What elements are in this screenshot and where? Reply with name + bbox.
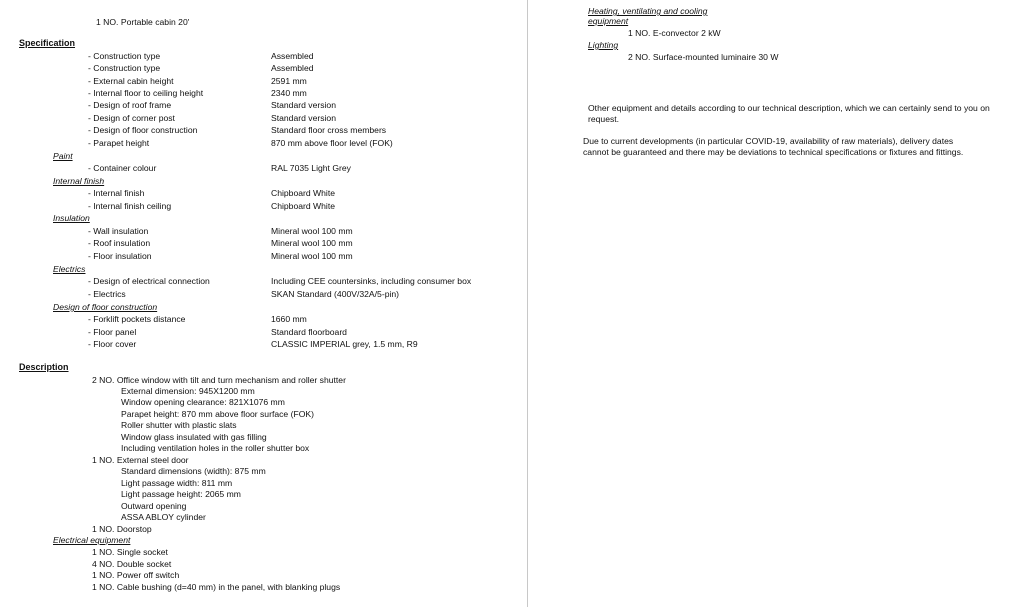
covid-notice-paragraph: Due to current developments (in particular COVID-19, availability of raw materials), delivery dates cannot be guaranteed and there may be deviations to technical specifications or fixtures and fittings.: [583, 136, 964, 157]
spec-label: - Floor insulation: [88, 251, 152, 261]
spec-value: Assembled: [271, 51, 314, 61]
spec-label: - Construction type: [88, 63, 161, 73]
spec-value: 2591 mm: [271, 76, 307, 86]
description-line: Window opening clearance: 821X1076 mm: [121, 397, 285, 407]
spec-value: Chipboard White: [271, 201, 336, 211]
description-heading: Description: [19, 362, 69, 372]
spec-label: - Construction type: [88, 51, 161, 61]
spec-label: - Floor panel: [88, 327, 137, 337]
spec-label: - Design of corner post: [88, 113, 175, 123]
electrical-equipment-heading: Electrical equipment: [53, 535, 131, 545]
equipment-line: 1 NO. Single socket: [92, 547, 168, 557]
portable-cabin-line: 1 NO. Portable cabin 20': [96, 17, 190, 27]
description-line: Parapet height: 870 mm above floor surface (FOK): [121, 409, 314, 419]
spec-value: Standard version: [271, 113, 336, 123]
spec-value: 1660 mm: [271, 314, 307, 324]
spec-value: Assembled: [271, 63, 314, 73]
spec-value: Standard floorboard: [271, 327, 347, 337]
description-line: External dimension: 945X1200 mm: [121, 386, 255, 396]
lighting-item: 2 NO. Surface-mounted luminaire 30 W: [628, 52, 779, 62]
spec-value: 2340 mm: [271, 88, 307, 98]
spec-label: - Floor cover: [88, 339, 137, 349]
spec-value: Mineral wool 100 mm: [271, 238, 353, 248]
hvac-heading: Heating, ventilating and cooling: [588, 6, 708, 16]
lighting-heading: Lighting: [588, 40, 619, 50]
page-divider: [527, 0, 528, 607]
spec-value: RAL 7035 Light Grey: [271, 163, 351, 173]
spec-value: Mineral wool 100 mm: [271, 251, 353, 261]
spec-label: - Roof insulation: [88, 238, 151, 248]
spec-label: - Design of electrical connection: [88, 276, 210, 286]
spec-label: - Internal finish ceiling: [88, 201, 172, 211]
description-line: Window glass insulated with gas filling: [121, 432, 267, 442]
hvac-heading-continued: equipment: [588, 16, 629, 26]
spec-value: Standard floor cross members: [271, 125, 387, 135]
equipment-line: 1 NO. Cable bushing (d=40 mm) in the panel, with blanking plugs: [92, 582, 341, 592]
description-line: Standard dimensions (width): 875 mm: [121, 466, 266, 476]
spec-label: - Wall insulation: [88, 226, 149, 236]
insulation-heading: Insulation: [53, 213, 90, 223]
spec-value: CLASSIC IMPERIAL grey, 1.5 mm, R9: [271, 339, 418, 349]
spec-label: - Parapet height: [88, 138, 150, 148]
spec-value: Chipboard White: [271, 188, 336, 198]
equipment-line: 4 NO. Double socket: [92, 559, 172, 569]
description-line: Outward opening: [121, 501, 187, 511]
floor-construction-heading: Design of floor construction: [53, 302, 158, 312]
spec-label: - Forklift pockets distance: [88, 314, 186, 324]
spec-value: Mineral wool 100 mm: [271, 226, 353, 236]
spec-label: - Electrics: [88, 289, 126, 299]
hvac-item: 1 NO. E-convector 2 kW: [628, 28, 721, 38]
spec-label: - Design of roof frame: [88, 100, 172, 110]
specification-heading: Specification: [19, 38, 76, 48]
spec-value: Standard version: [271, 100, 336, 110]
spec-label: - External cabin height: [88, 76, 174, 86]
description-line: Including ventilation holes in the roller shutter box: [121, 443, 310, 453]
spec-value: SKAN Standard (400V/32A/5-pin): [271, 289, 400, 299]
other-equipment-paragraph: Other equipment and details according to our technical description, which we can certainly send to you on request.: [588, 103, 990, 124]
description-line: Roller shutter with plastic slats: [121, 420, 237, 430]
spec-label: - Internal finish: [88, 188, 145, 198]
description-line: Light passage height: 2065 mm: [121, 489, 241, 499]
description-line: ASSA ABLOY cylinder: [121, 512, 206, 522]
description-line: 1 NO. External steel door: [92, 455, 189, 465]
description-line: 1 NO. Doorstop: [92, 524, 152, 534]
electrics-heading: Electrics: [53, 264, 86, 274]
spec-label: - Container colour: [88, 163, 157, 173]
description-line: Light passage width: 811 mm: [121, 478, 233, 488]
internal-finish-heading: Internal finish: [53, 176, 105, 186]
description-line: 2 NO. Office window with tilt and turn mechanism and roller shutter: [92, 375, 346, 385]
equipment-line: 1 NO. Power off switch: [92, 570, 180, 580]
spec-label: - Internal floor to ceiling height: [88, 88, 204, 98]
paint-heading: Paint: [53, 151, 73, 161]
spec-label: - Design of floor construction: [88, 125, 198, 135]
spec-value: Including CEE countersinks, including consumer box: [271, 276, 472, 286]
spec-value: 870 mm above floor level (FOK): [271, 138, 393, 148]
